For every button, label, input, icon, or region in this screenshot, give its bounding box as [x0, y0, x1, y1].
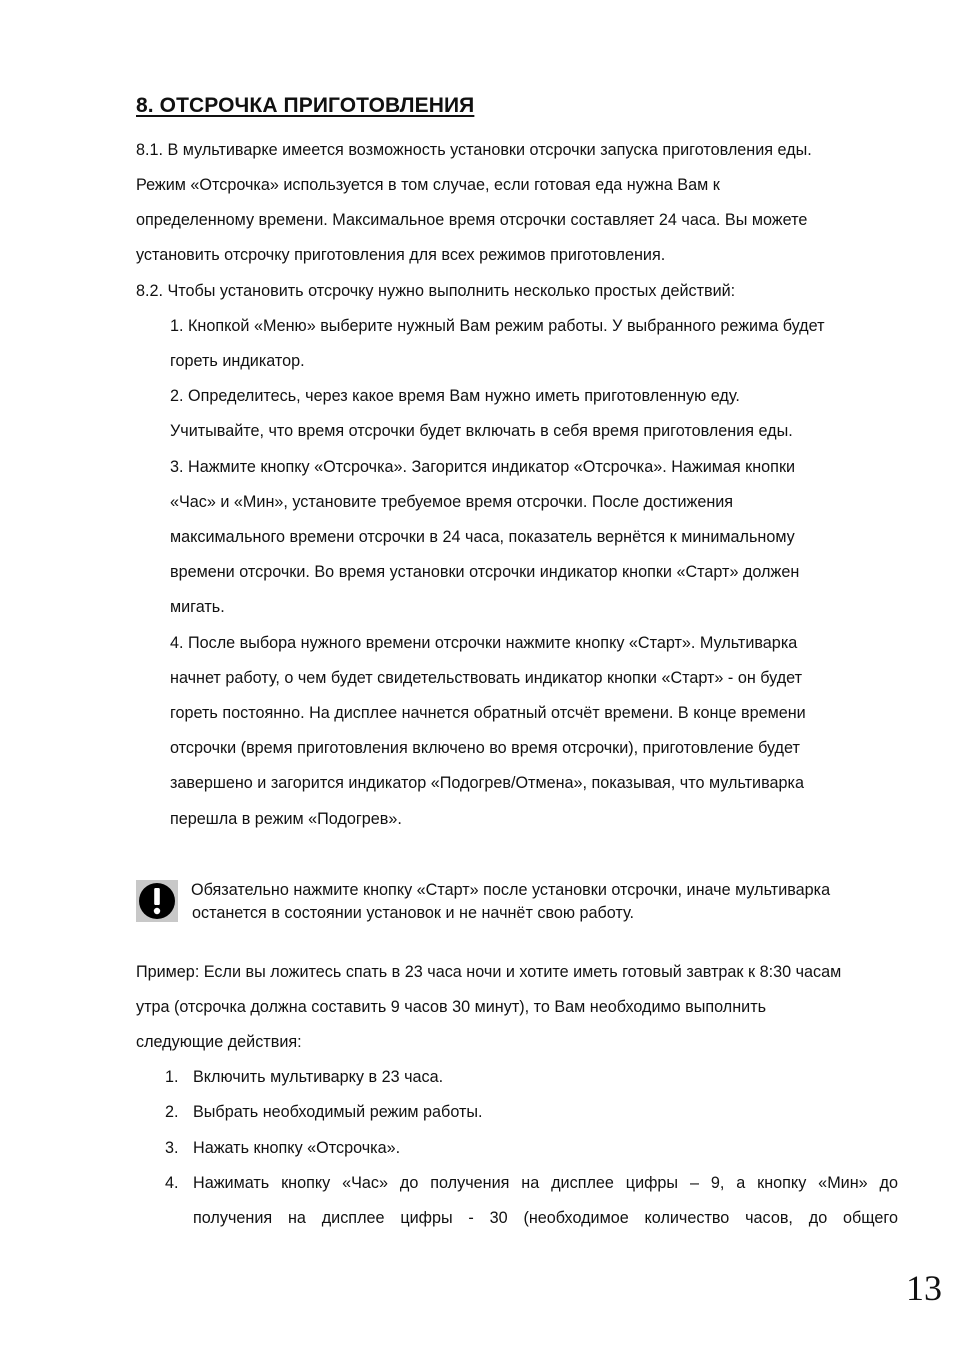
- paragraph-8-1-line: 8.1. В мультиварке имеется возможность установки отсрочки запуска приготовления еды.: [136, 141, 812, 159]
- step-line: мигать.: [170, 598, 225, 616]
- paragraph-8-1-line: определенному времени. Максимальное время отсрочки составляет 24 часа. Вы можете: [136, 211, 808, 229]
- example-line: следующие действия:: [136, 1033, 302, 1051]
- list-number: 3.: [165, 1139, 179, 1157]
- step-line: 1. Кнопкой «Меню» выберите нужный Вам режим работы. У выбранного режима будет: [170, 317, 825, 335]
- step-line: «Час» и «Мин», установите требуемое время отсрочки. После достижения: [170, 493, 734, 511]
- warning-text-line: Обязательно нажмите кнопку «Старт» после установки отсрочки, иначе мультиварка: [191, 881, 831, 899]
- step-line: Учитывайте, что время отсрочки будет включать в себя время приготовления еды.: [170, 422, 793, 440]
- page-number: 13: [906, 1268, 942, 1308]
- list-item: Нажать кнопку «Отсрочка».: [193, 1139, 401, 1157]
- paragraph-8-2-intro: 8.2. Чтобы установить отсрочку нужно выполнить несколько простых действий:: [136, 282, 736, 300]
- list-item: [193, 1173, 898, 1193]
- list-item: Включить мультиварку в 23 часа.: [193, 1068, 444, 1086]
- step-line: завершено и загорится индикатор «Подогрев/Отмена», показывая, что мультиварка: [170, 774, 804, 792]
- step-line: максимального времени отсрочки в 24 часа, показатель вернётся к минимальному: [170, 528, 795, 546]
- step-line: времени отсрочки. Во время установки отсрочки индикатор кнопки «Старт» должен: [170, 563, 800, 581]
- list-item-continuation-text: получения на дисплее цифры - 30 (необходимое количество часов, до общего: [193, 1209, 898, 1227]
- step-line: перешла в режим «Подогрев».: [170, 810, 402, 828]
- list-item-text: Нажимать кнопку «Час» до получения на дисплее цифры – 9, а кнопку «Мин» до: [193, 1174, 898, 1192]
- warning-text-line: останется в состоянии установок и не начнёт свою работу.: [192, 904, 634, 922]
- step-line: 3. Нажмите кнопку «Отсрочка». Загорится индикатор «Отсрочка». Нажимая кнопки: [170, 458, 796, 476]
- step-line: 2. Определитесь, через какое время Вам нужно иметь приготовленную еду.: [170, 387, 740, 405]
- step-line: начнет работу, о чем будет свидетельствовать индикатор кнопки «Старт» - он будет: [170, 669, 803, 687]
- step-line: гореть постоянно. На дисплее начнется обратный отсчёт времени. В конце времени: [170, 704, 806, 722]
- paragraph-8-1-line: установить отсрочку приготовления для всех режимов приготовления.: [136, 246, 666, 264]
- warning-icon-box: [136, 880, 178, 922]
- list-number: 4.: [165, 1174, 179, 1192]
- step-line: отсрочки (время приготовления включено во время отсрочки), приготовление будет: [170, 739, 800, 757]
- exclamation-icon: [136, 880, 178, 922]
- section-title: 8. ОТСРОЧКА ПРИГОТОВЛЕНИЯ: [136, 94, 475, 117]
- step-line: 4. После выбора нужного времени отсрочки нажмите кнопку «Старт». Мультиварка: [170, 634, 798, 652]
- list-number: 1.: [165, 1068, 179, 1086]
- paragraph-8-1-line: Режим «Отсрочка» используется в том случае, если готовая еда нужна Вам к: [136, 176, 720, 194]
- list-number: 2.: [165, 1103, 179, 1121]
- step-line: гореть индикатор.: [170, 352, 305, 370]
- list-item: Выбрать необходимый режим работы.: [193, 1103, 483, 1121]
- list-item-continuation: [193, 1208, 898, 1228]
- example-line: Пример: Если вы ложитесь спать в 23 часа ночи и хотите иметь готовый завтрак к 8:30 часам: [136, 963, 842, 981]
- example-line: утра (отсрочка должна составить 9 часов 30 минут), то Вам необходимо выполнить: [136, 998, 767, 1016]
